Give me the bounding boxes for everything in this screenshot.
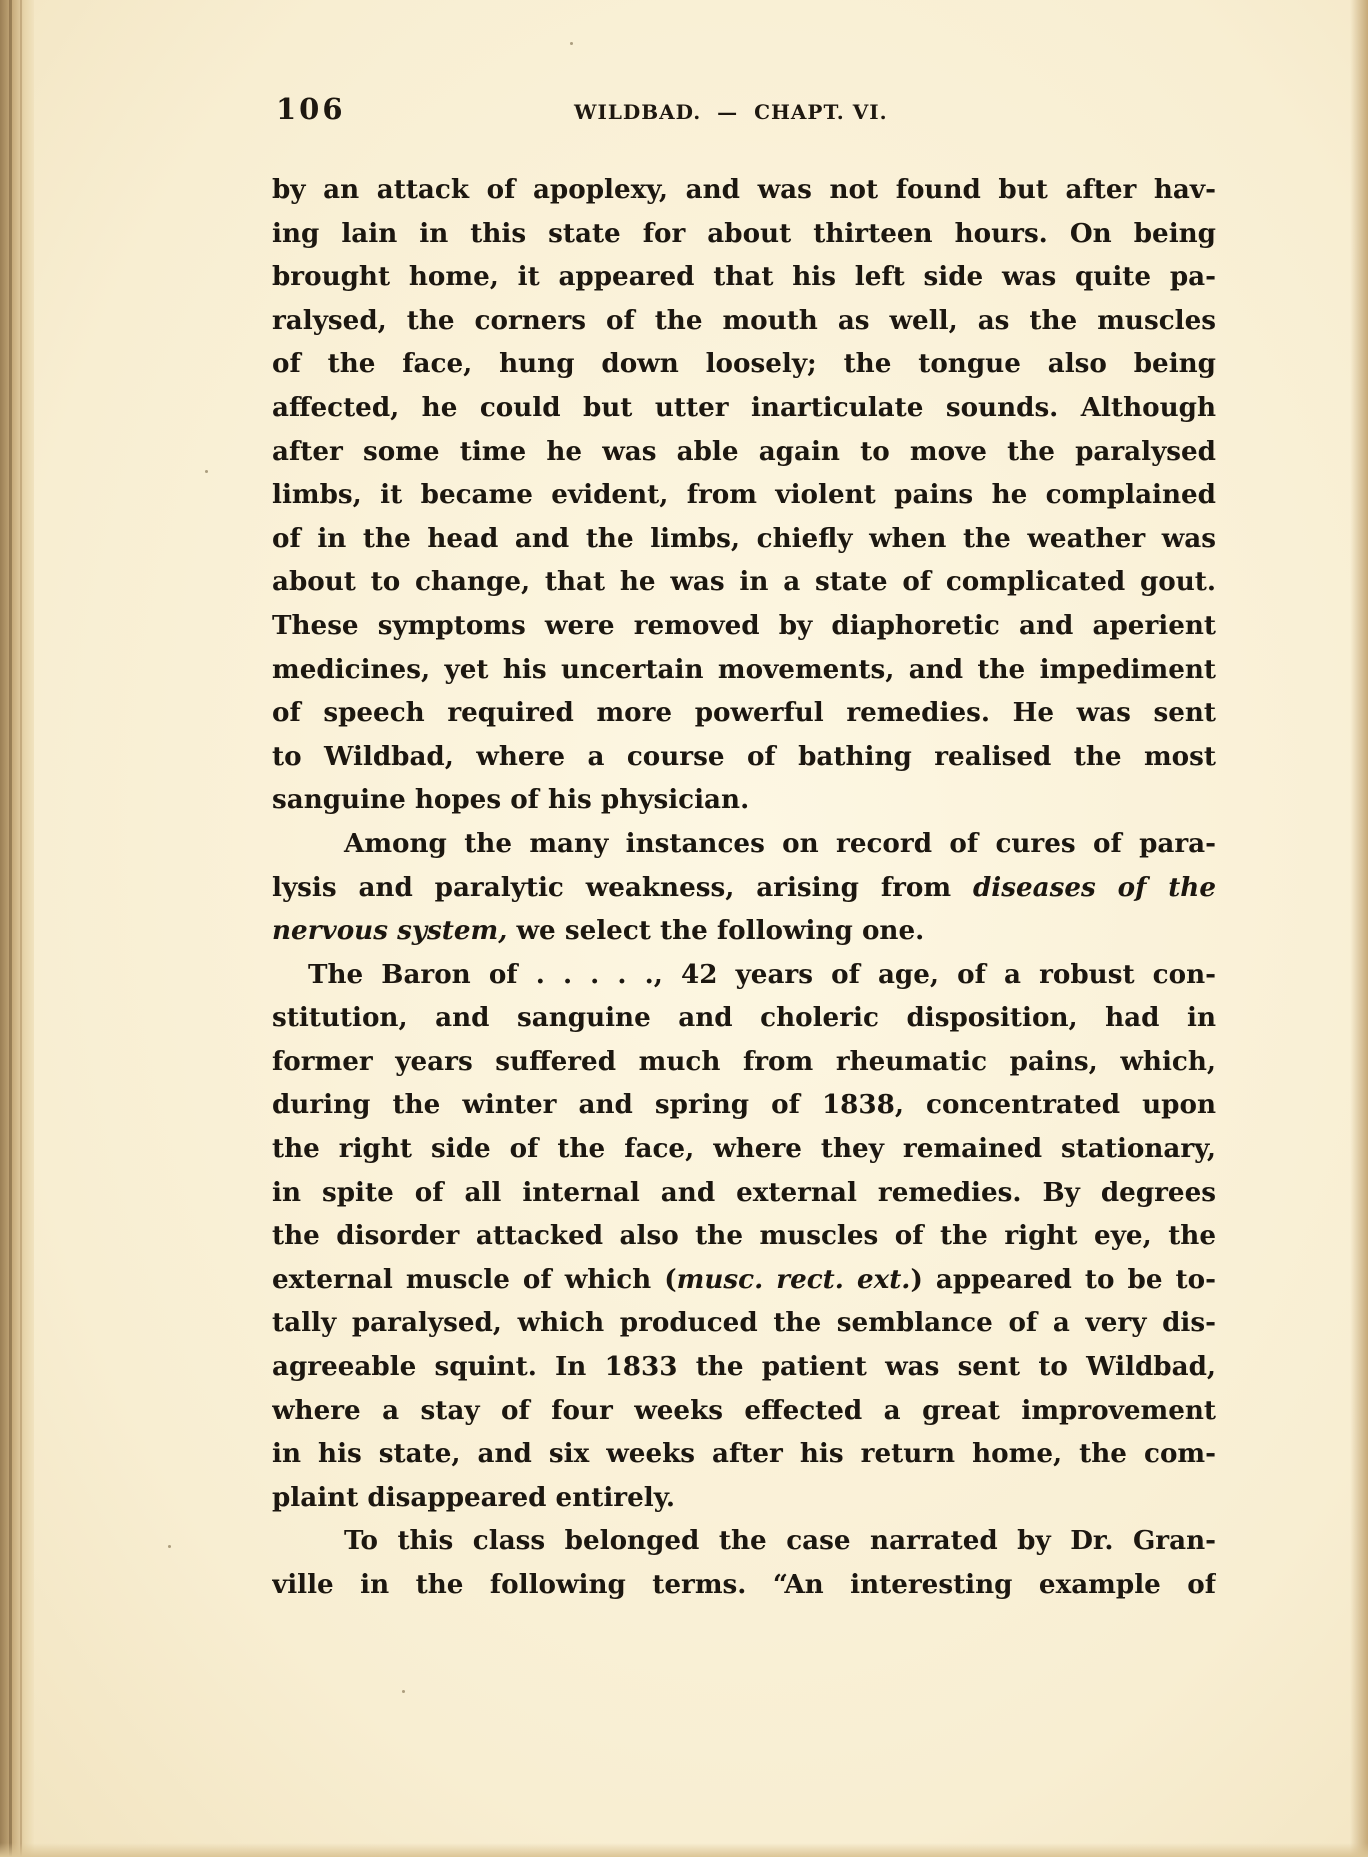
text-fragment: external muscle of which ( bbox=[272, 1263, 677, 1295]
page-edge-bottom bbox=[0, 1843, 1368, 1857]
text-line: about to change, that he was in a state of complicated gout. bbox=[272, 566, 1216, 598]
binding-line bbox=[20, 0, 22, 1857]
text-line: limbs, it became evident, from violent pains he complained bbox=[272, 479, 1216, 511]
text-line: by an attack of apoplexy, and was not found but after hav- bbox=[272, 174, 1216, 205]
text-line: sanguine hopes of his physician. bbox=[272, 784, 750, 816]
binding-line bbox=[9, 0, 12, 1857]
text-line: ralysed, the corners of the mouth as well, as the muscles bbox=[272, 304, 1216, 336]
text-line: in spite of all internal and external remedies. By degrees bbox=[272, 1176, 1216, 1208]
text-line bbox=[272, 866, 1216, 910]
text-line: of speech required more powerful remedies. He was sent bbox=[272, 697, 1216, 729]
text-line: after some time he was able again to move the paralysed bbox=[272, 435, 1216, 467]
text-line: to Wildbad, where a course of bathing realised the most bbox=[272, 740, 1216, 772]
text-line: stitution, and sanguine and choleric disposition, had in bbox=[272, 1002, 1216, 1034]
text-fragment: lysis and paralytic weakness, arising from bbox=[272, 871, 952, 903]
page-header bbox=[276, 92, 1216, 132]
page-binding bbox=[0, 0, 34, 1857]
text-line: the disorder attacked also the muscles of the right eye, the bbox=[272, 1220, 1216, 1252]
page-number: 106 bbox=[276, 92, 346, 126]
page-edge-right bbox=[1350, 0, 1368, 1857]
text-line: agreeable squint. In 1833 the patient was sent to Wildbad, bbox=[272, 1351, 1216, 1383]
text-line: of in the head and the limbs, chiefly when the weather was bbox=[272, 522, 1216, 554]
paper-speck bbox=[205, 470, 208, 473]
text-line bbox=[272, 909, 1216, 953]
text-fragment: we select the following one. bbox=[516, 915, 925, 947]
text-line bbox=[272, 1258, 1216, 1302]
text-line: where a stay of four weeks effected a great improvement bbox=[272, 1394, 1216, 1426]
paper-speck bbox=[570, 42, 573, 45]
text-line: plaint disappeared entirely. bbox=[272, 1481, 676, 1513]
text-line: medicines, yet his uncertain movements, and the impediment bbox=[272, 653, 1216, 685]
paragraph-start-line: Among the many instances on record of cures of para- bbox=[344, 827, 1216, 859]
text-line: in his state, and six weeks after his return home, the com- bbox=[272, 1438, 1216, 1470]
running-head: WILDBAD. — CHAPT. VI. bbox=[574, 100, 888, 124]
italic-phrase: diseases of the bbox=[972, 871, 1216, 903]
text-line: of the face, hung down loosely; the tongue also being bbox=[272, 348, 1216, 380]
italic-phrase: nervous system, bbox=[272, 915, 508, 947]
italic-phrase: musc. rect. ext. bbox=[676, 1263, 911, 1295]
text-line: affected, he could but utter inarticulate sounds. Although bbox=[272, 391, 1216, 423]
text-line: ville in the following terms. “An interesting example of bbox=[272, 1569, 1216, 1600]
text-line: the right side of the face, where they remained stationary, bbox=[272, 1133, 1216, 1165]
paper-speck bbox=[402, 1690, 405, 1693]
text-line: former years suffered much from rheumatic pains, which, bbox=[272, 1045, 1216, 1077]
paper-speck bbox=[168, 1545, 171, 1548]
text-line: brought home, it appeared that his left side was quite pa- bbox=[272, 261, 1216, 293]
text-line: These symptoms were removed by diaphoretic and aperient bbox=[272, 609, 1216, 641]
text-fragment: ) appeared to be to- bbox=[910, 1263, 1216, 1295]
text-line: ing lain in this state for about thirteen hours. On being bbox=[272, 217, 1216, 249]
text-line: tally paralysed, which produced the semblance of a very dis- bbox=[272, 1307, 1216, 1339]
paragraph-start-line: To this class belonged the case narrated by Dr. Gran- bbox=[344, 1525, 1216, 1557]
page-body bbox=[272, 168, 1216, 1607]
paragraph-start-line: The Baron of . . . . ., 42 years of age, of a robust con- bbox=[308, 958, 1216, 990]
text-line: during the winter and spring of 1838, concentrated upon bbox=[272, 1089, 1216, 1121]
